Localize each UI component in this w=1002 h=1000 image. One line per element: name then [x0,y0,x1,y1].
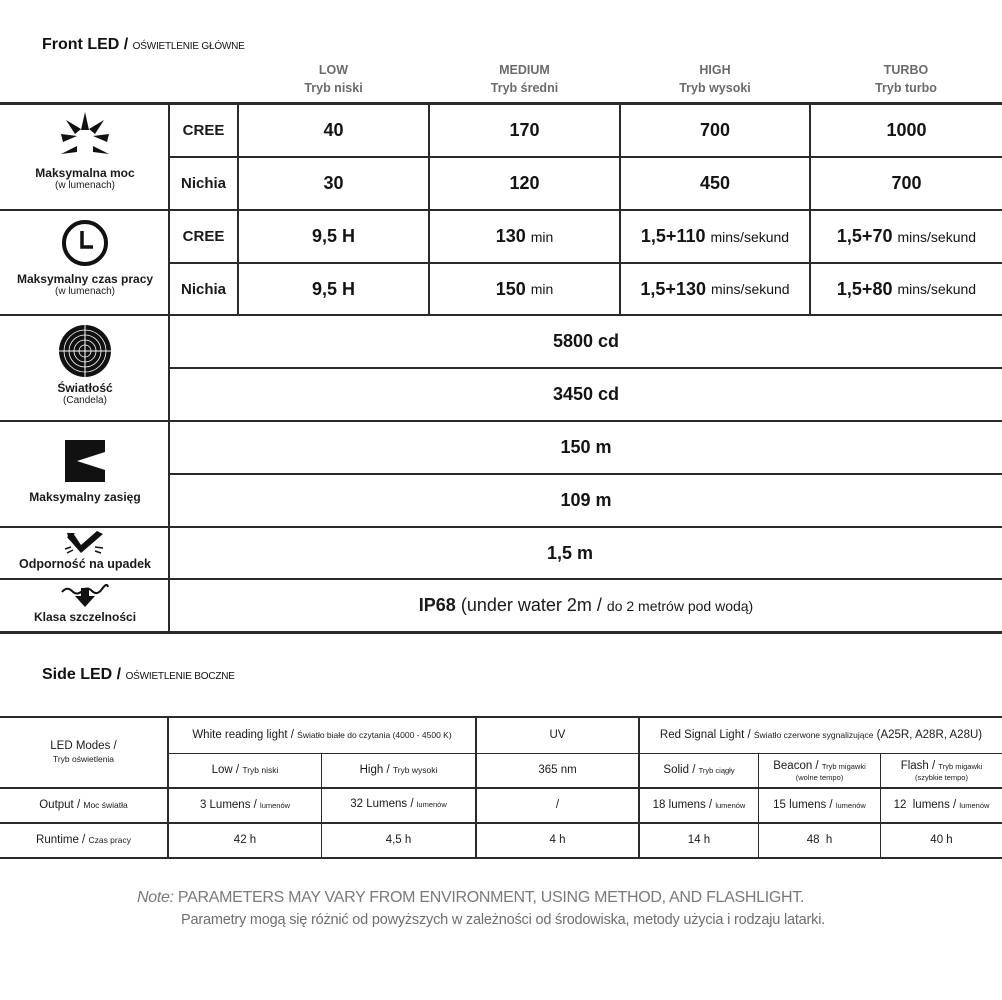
output-white-low [169,789,321,822]
submode-en: Low / [211,764,240,776]
unit: mins/sekund [710,228,790,245]
runtime-cree-low [239,211,428,262]
submode-pl-detail: (wolne tempo) [795,772,844,782]
value-en: 32 Lumens / [350,797,414,810]
row-label-max-runtime [0,218,170,312]
output-uv: / [555,799,560,811]
submode-white-low [169,754,321,787]
submode-en: Solid / [663,764,696,776]
value-en: 18 lumens / [652,799,713,811]
value: 9,5 H [311,226,356,246]
led-modes-header [0,718,167,787]
label-main: Maksymalny zasięg [29,490,141,504]
header-en: White reading light / [192,729,294,741]
beam-icon [63,440,107,482]
submode-en: High / [359,764,390,776]
waterproof-value [170,580,1002,631]
runtime-white-high: 4,5 h [385,834,412,846]
submode-red-flash [881,754,1002,787]
header-en: Red Signal Light / [659,729,751,741]
white-light-header [169,718,475,753]
range-nichia: 109 m [560,490,612,510]
runtime-red-beacon: 48 h [806,834,833,846]
runtime-cree-medium [430,211,619,262]
submode-red-solid [640,754,758,787]
side-title-sub: OŚWIETLENIE BOCZNE [125,671,235,682]
value: 1,5+80 [836,278,893,299]
value-pl: lumenów [260,801,291,810]
ip-desc-en: (under water 2m / [460,595,602,615]
label-main: Światłość [57,381,113,395]
label-main: Maksymalna moc [35,166,135,180]
clock-icon [58,218,112,268]
value-pl: lumenów [959,801,990,810]
header-pl: Światło czerwone sygnalizujące [753,730,874,740]
led-type-cree: CREE [182,228,225,245]
side-title-main: Side LED / [42,666,122,683]
label-pl: Moc światła [83,800,128,810]
row-label-impact-resistance [0,531,170,577]
submode-white-high [322,754,475,787]
impact-value: 1,5 m [546,542,594,563]
ip-desc-pl: do 2 metrów pod wodą) [606,597,754,614]
label-main: Klasa szczelności [33,610,137,624]
disclaimer-note-pl: Parametry mogą się różnić od powyższych w zależności od środowiska, metody użycia i rodzaju latarki. [181,912,826,928]
led-type-cree: CREE [182,122,225,139]
note-text-en: PARAMETERS MAY VARY FROM ENVIRONMENT, USING METHOD, AND FLASHLIGHT. [177,889,805,906]
value: 130 [495,226,526,246]
submode-uv-wavelength: 365 nm [538,764,577,776]
table-rule [0,857,1002,859]
header-en: LED Modes / [50,739,117,752]
value-pl: lumenów [715,801,746,810]
runtime-nichia-turbo [811,264,1002,314]
power-nichia-high: 450 [699,173,731,193]
output-white-high [322,789,475,819]
value-pl: lumenów [835,801,866,810]
mode-sub: Tryb turbo [875,81,937,95]
runtime-red-solid: 14 h [687,834,711,846]
runtime-cree-high [621,211,809,262]
submode-pl: Tryb wysoki [392,765,438,775]
label-sub: (w lumenach) [54,180,116,191]
output-red-beacon [759,789,880,822]
intensity-cree: 5800 cd [552,331,620,351]
header-pl: Tryb oświetlenia [52,753,115,764]
value-en: 3 Lumens / [199,799,257,811]
runtime-row-label [0,824,167,857]
side-led-title [42,666,235,684]
front-title-main: Front LED / [42,36,129,53]
power-nichia-low: 30 [323,173,344,193]
runtime-nichia-high [621,264,809,314]
mode-sub: Tryb niski [304,81,363,95]
value: 9,5 H [311,278,356,299]
submode-en: Beacon / [773,759,819,772]
output-row-label [0,789,167,822]
submode-pl-detail: (szybkie tempo) [915,772,968,782]
ip-rating: IP68 [418,595,456,615]
label-pl: Czas pracy [88,835,131,845]
water-icon [60,584,110,608]
submode-red-beacon [759,754,880,787]
value: 1,5+70 [836,226,893,246]
unit: mins/sekund [897,228,977,245]
led-type-nichia: Nichia [180,280,226,298]
submode-pl: Tryb migawki [938,761,983,771]
note-label: Note: [137,889,174,906]
mode-name: MEDIUM [499,63,550,77]
value: 1,5+110 [640,226,706,246]
unit: min [530,228,554,245]
mode-name: LOW [318,63,349,77]
red-light-header [640,718,1002,753]
mode-name: TURBO [883,63,929,77]
submode-pl: Tryb niski [242,765,279,775]
uv-header: UV [549,729,566,741]
row-label-intensity [0,324,170,418]
impact-icon [63,531,107,555]
runtime-nichia-medium [430,264,619,314]
label-sub: (w lumenach) [54,286,116,297]
unit: mins/sekund [711,281,790,297]
header-models: (A25R, A28R, A28U) [876,729,983,741]
mode-sub: Tryb wysoki [679,81,751,95]
value-pl: lumenów [416,799,447,809]
intensity-nichia: 3450 cd [552,384,620,404]
label-main: Maksymalny czas pracy [16,272,154,286]
value-en: 15 lumens / [773,799,833,811]
runtime-cree-turbo [811,211,1002,262]
table-rule [0,631,1002,634]
disclaimer-note-en [137,889,804,907]
mode-sub: Tryb średni [490,81,559,95]
sun-icon [55,110,115,160]
power-cree-medium: 170 [509,120,540,140]
power-nichia-medium: 120 [509,173,540,193]
front-title-sub: OŚWIETLENIE GŁÓWNE [132,41,245,52]
label-sub: (Candela) [63,395,107,406]
runtime-nichia-low [239,264,428,314]
range-cree: 150 m [560,437,612,457]
row-label-max-power [0,110,170,208]
runtime-red-flash: 40 h [930,834,953,846]
label-en: Runtime / [36,834,86,846]
output-red-flash [881,789,1002,822]
led-type-nichia: Nichia [180,175,226,192]
power-cree-turbo: 1000 [886,120,927,140]
row-label-waterproof-class [0,584,170,630]
header-pl: Światło białe do czytania (4000 - 4500 K) [297,730,452,740]
unit: mins/sekund [897,281,977,297]
submode-pl: Tryb migawki [821,761,866,771]
mode-name: HIGH [699,63,731,77]
runtime-white-low: 42 h [233,834,257,846]
target-icon [58,324,112,378]
power-cree-high: 700 [699,120,731,140]
submode-pl: Tryb ciągły [698,766,735,775]
label-en: Output / [39,799,81,811]
output-red-solid [640,789,758,822]
row-label-max-range [0,440,170,524]
value: 150 [495,278,526,299]
label-main: Odporność na upadek [19,557,151,571]
runtime-uv: 4 h [549,834,566,846]
value-en: 12 lumens / [893,799,957,811]
submode-en: Flash / [900,759,936,772]
power-cree-low: 40 [323,120,344,140]
power-nichia-turbo: 700 [891,173,922,193]
value: 1,5+130 [640,278,706,299]
unit: min [530,281,554,297]
